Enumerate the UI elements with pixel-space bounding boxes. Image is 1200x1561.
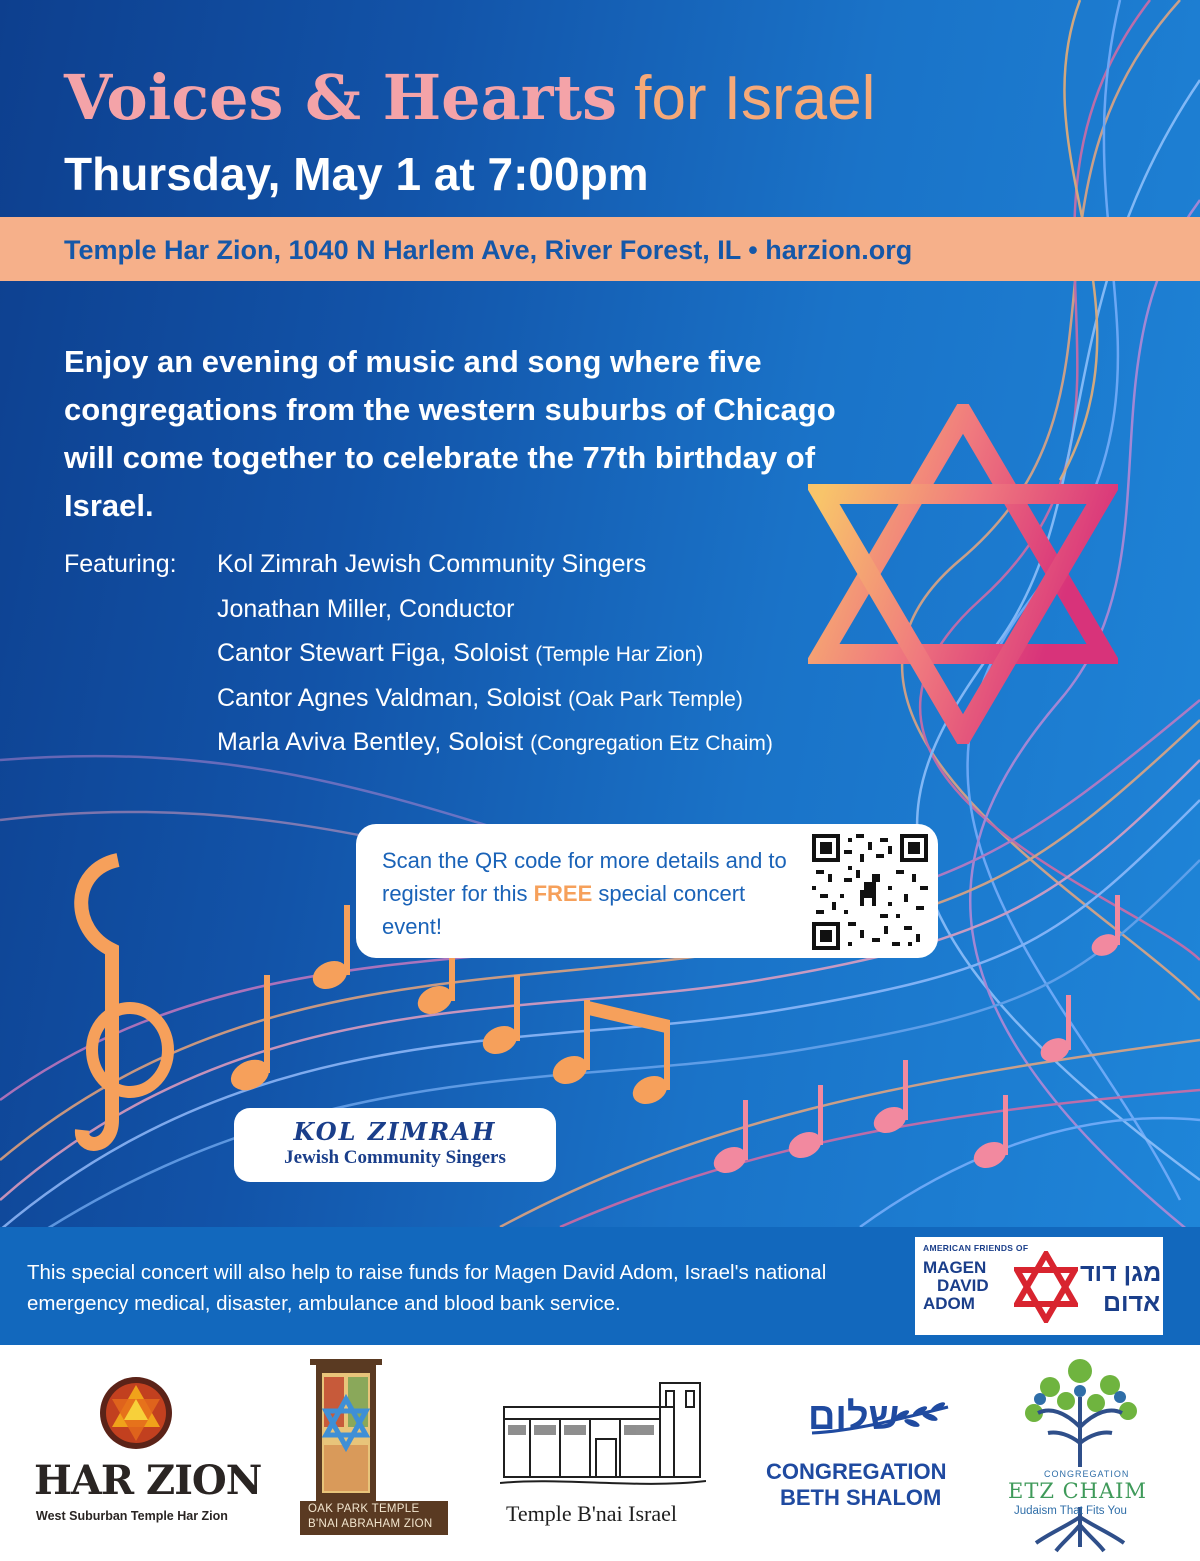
beth-shalom-line2: BETH SHALOM [780, 1485, 942, 1510]
performer-row [217, 637, 773, 682]
mda-logo-hebrew1: מגן דוד [1080, 1259, 1162, 1287]
performer-row [217, 726, 773, 771]
event-title [64, 62, 1164, 135]
oak-park-temple-logo [300, 1359, 448, 1535]
etz-chaim-logo [1000, 1357, 1160, 1553]
performer-row [217, 682, 773, 727]
beth-shalom-line1: CONGREGATION [766, 1459, 947, 1484]
performer-name: Kol Zimrah Jewish Community Singers [217, 550, 647, 578]
oak-park-line1: OAK PARK TEMPLE [308, 1503, 420, 1515]
title-voices-hearts: Voices & Hearts [64, 61, 617, 134]
bnai-israel-name: Temple B'nai Israel [506, 1501, 678, 1526]
performer-name: Jonathan Miller, Conductor [217, 594, 515, 623]
performer-row [217, 593, 773, 638]
fundraiser-text: This special concert will also help to raise funds for Magen David Adom, Israel's national emergency medical, disaster, ambulance and blood bank service. [27, 1261, 827, 1315]
beth-shalom-logo [762, 1395, 962, 1525]
performer-name: Marla Aviva Bentley, Soloist [217, 728, 524, 756]
mda-logo-line2: DAVID [937, 1276, 989, 1295]
title-for-israel: for Israel [634, 64, 876, 133]
qr-callout [356, 824, 938, 958]
performer-note: (Oak Park Temple) [568, 687, 743, 711]
star-of-david-icon [808, 404, 1118, 744]
fundraiser-band [0, 1227, 1200, 1345]
location-band [0, 217, 1200, 281]
kol-zimrah-title: KOL ZIMRAH [293, 1117, 497, 1146]
mda-logo-line1: MAGEN [923, 1258, 987, 1277]
kol-zimrah-logo [234, 1108, 556, 1182]
qr-text-after: special concert event! [382, 881, 746, 939]
qr-text-before: Scan the QR code for more details and to register for this [382, 848, 787, 906]
etz-chaim-small: CONGREGATION [1044, 1469, 1130, 1479]
performer-note: (Congregation Etz Chaim) [530, 732, 773, 755]
free-label: FREE [533, 881, 593, 906]
sponsor-logos [0, 1345, 1200, 1561]
har-zion-emblem-icon [98, 1375, 174, 1451]
etz-chaim-name: ETZ CHAIM [1008, 1479, 1147, 1503]
featuring-list [217, 548, 773, 771]
oak-park-line2: B'NAI ABRAHAM ZION [308, 1518, 433, 1530]
tree-icon [1010, 1357, 1150, 1553]
red-star-of-david-icon [1014, 1251, 1078, 1323]
kol-zimrah-subtitle: Jewish Community Singers [284, 1147, 506, 1168]
har-zion-sub: West Suburban Temple Har Zion [36, 1509, 228, 1523]
event-description: Enjoy an evening of music and song where five congregations from the western suburbs of Chicago will come together to celebrate the 77th birthday of Israel. [64, 344, 836, 523]
qr-instructions [382, 844, 802, 943]
performer-name: Cantor Stewart Figa, Soloist [217, 639, 529, 667]
oak-park-window-icon [310, 1359, 382, 1501]
mda-logo-small: AMERICAN FRIENDS OF [923, 1243, 1029, 1253]
qr-code[interactable] [812, 834, 928, 950]
beth-shalom-hebrew: שלום [808, 1396, 900, 1438]
performer-name: Cantor Agnes Valdman, Soloist [217, 683, 562, 712]
performer-row [217, 548, 773, 593]
location-text: Temple Har Zion, 1040 N Harlem Ave, River Forest, IL • harzion.org [64, 235, 913, 265]
har-zion-logo [30, 1375, 262, 1535]
har-zion-name: HAR ZION [34, 1457, 262, 1504]
bnai-israel-logo [500, 1379, 706, 1529]
oak-park-label-box [300, 1501, 448, 1535]
featuring-label: Featuring: [64, 550, 177, 578]
mda-logo-line3: ADOM [923, 1294, 975, 1313]
event-date: Thursday, May 1 at 7:00pm [64, 148, 649, 200]
mda-logo-hebrew2: אדום [1103, 1289, 1161, 1317]
temple-building-icon [500, 1379, 706, 1489]
mda-logo [915, 1237, 1163, 1335]
performer-note: (Temple Har Zion) [535, 643, 704, 666]
etz-chaim-tagline: Judaism That Fits You [1014, 1505, 1127, 1517]
